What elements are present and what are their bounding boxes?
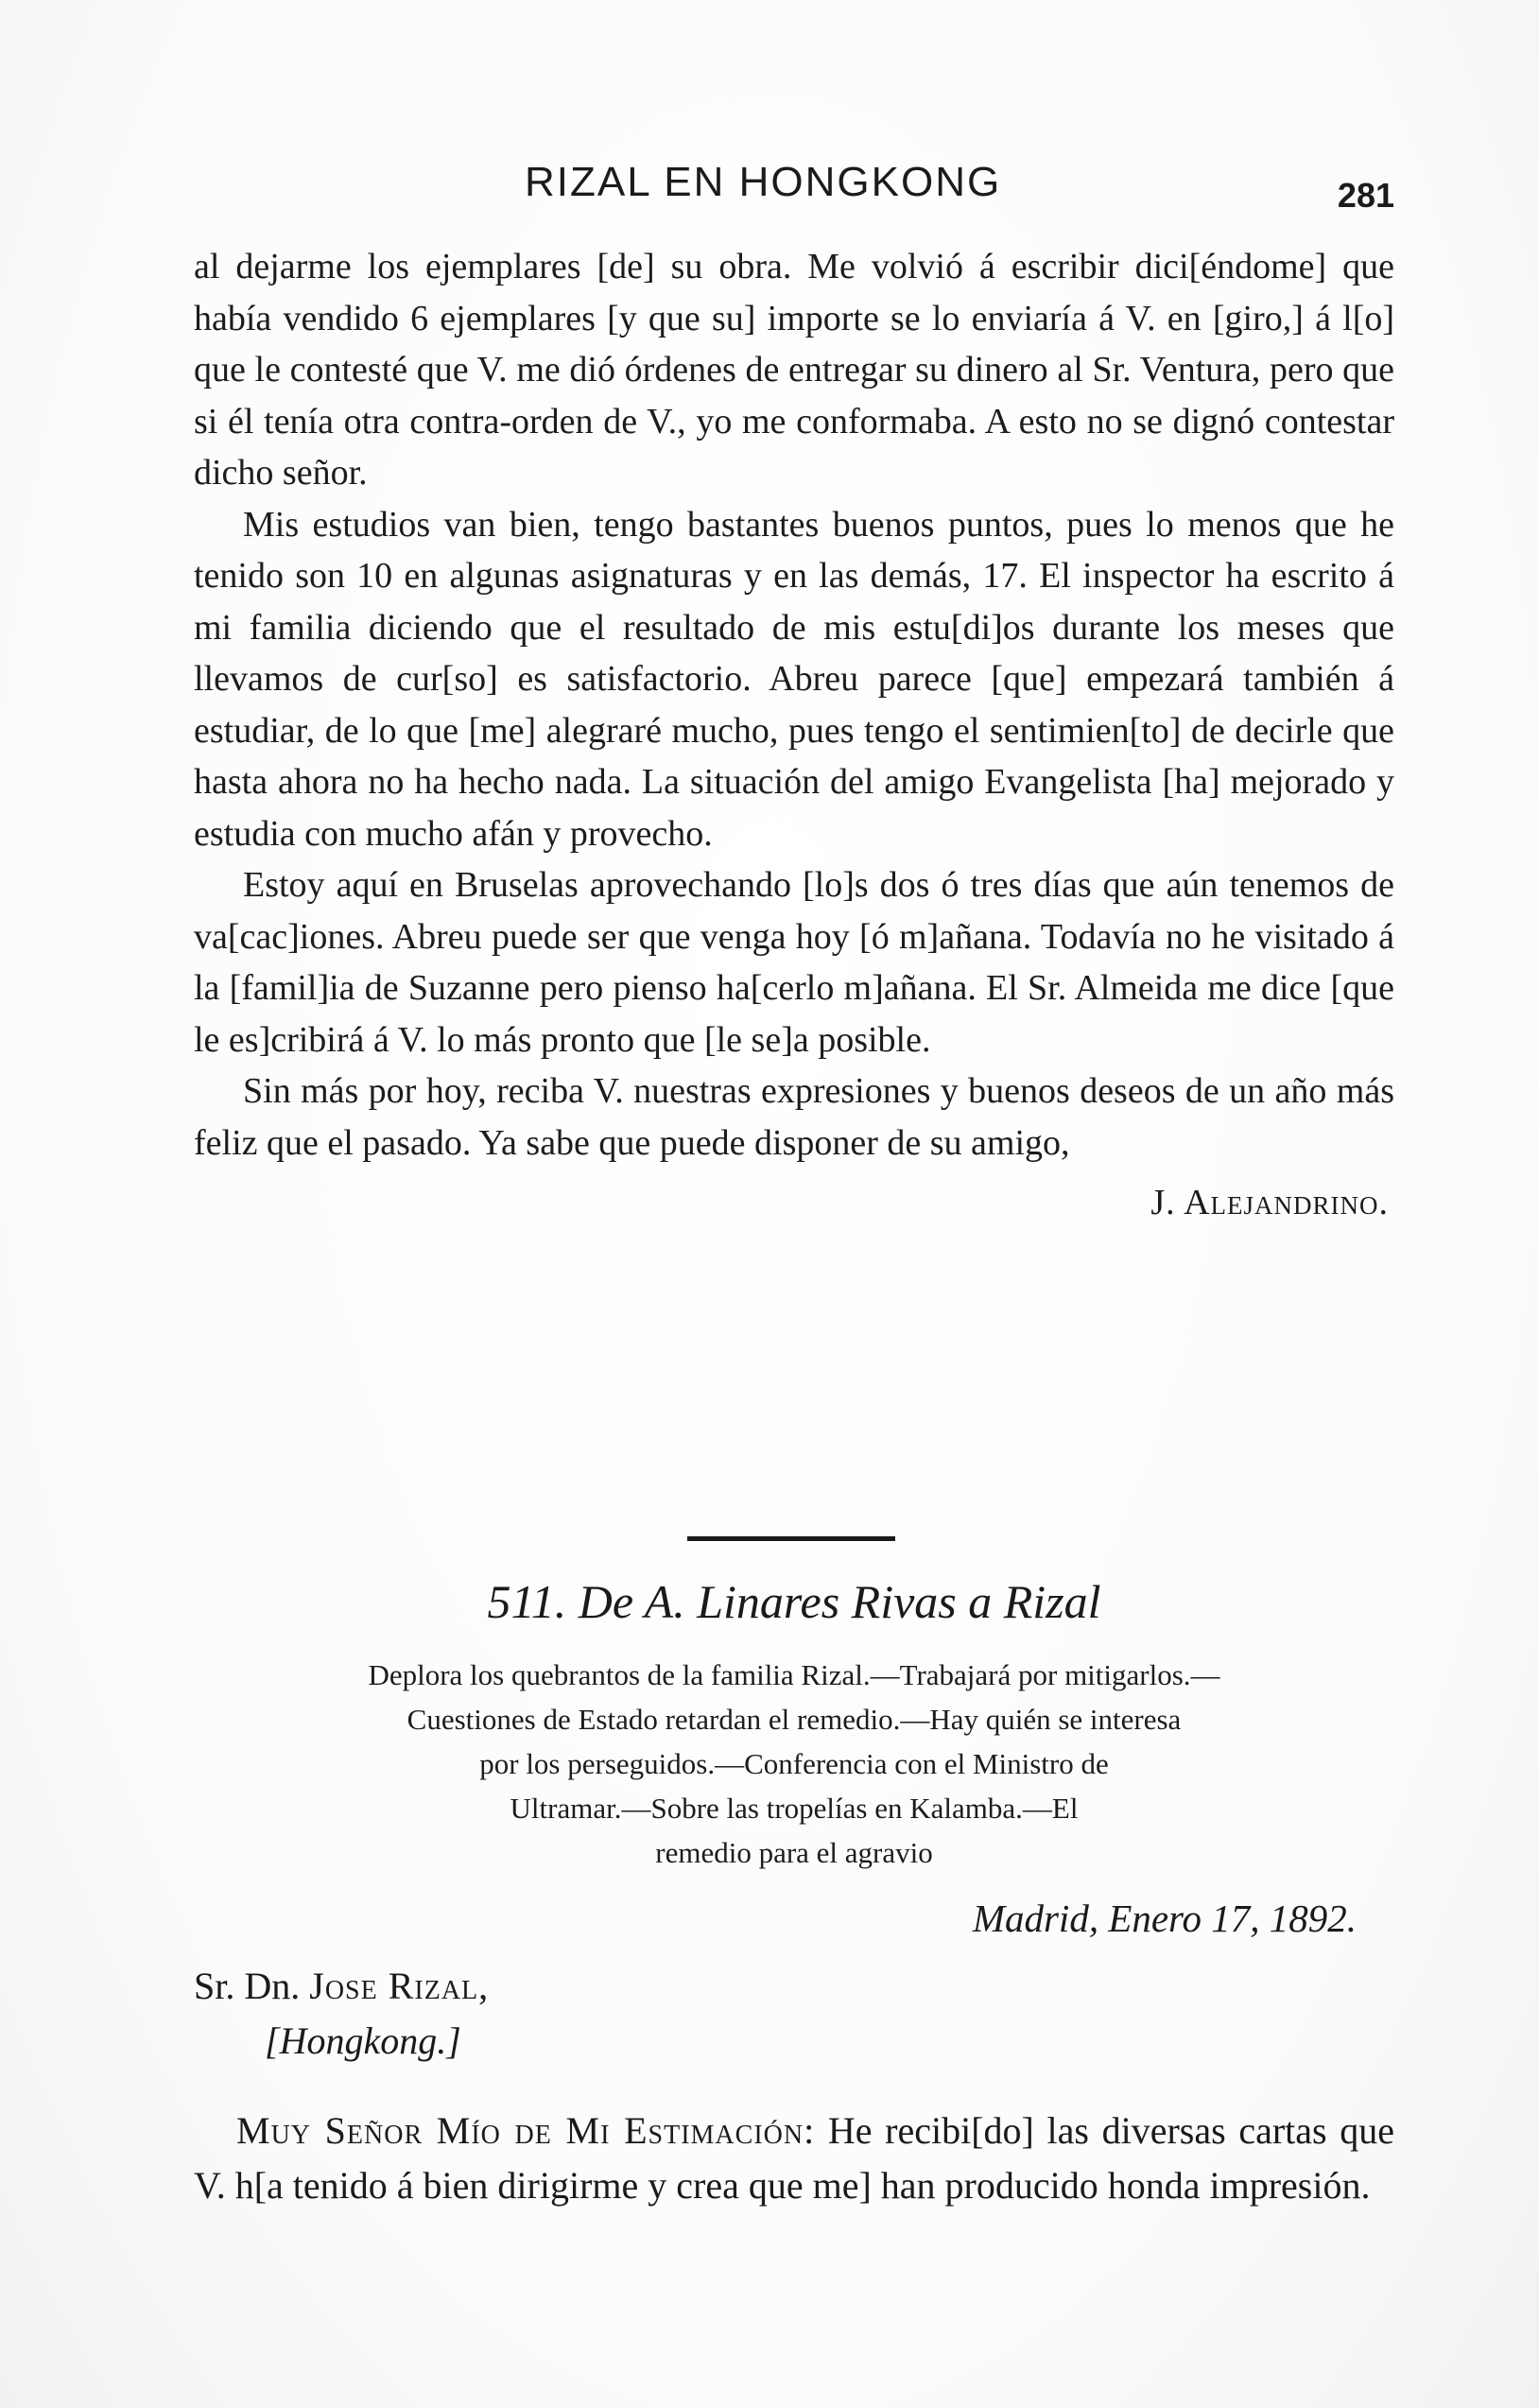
paragraph: Mis estudios van bien, tengo bastantes buenos puntos, pues lo menos que he tenido son 10 en algunas asignaturas y en las demás, 17. El inspector ha escrito á mi familia diciendo que el resultado de mis estu[di]os durante los meses que llevamos de cur[so] es satisfactorio. Abreu parece [que] empezará también á estudiar, de lo que [me] alegraré mucho, pues tengo el sentimien[to] de decirle que hasta ahora no ha hecho nada. La situación del amigo Evangelista [ha] mejorado y estudia con mucho afán y provecho. <box>194 504 1394 854</box>
letter-opening <box>194 2104 1394 2213</box>
signature: J. Alejandrino. <box>1150 1183 1389 1222</box>
summary-line: Ultramar.—Sobre las tropelías en Kalamba.—El <box>510 1792 1079 1825</box>
running-head: RIZAL EN HONGKONG <box>525 159 1002 205</box>
letter-title: 511. De A. Linares Rivas a Rizal <box>487 1575 1101 1628</box>
letter-510-body <box>194 241 1394 1231</box>
section-divider <box>687 1536 895 1541</box>
letter-summary <box>194 1653 1394 1875</box>
summary-line: Cuestiones de Estado retardan el remedio.—Hay quién se interesa <box>406 1703 1182 1736</box>
page-number: 281 <box>1337 176 1394 215</box>
summary-line: Deplora los quebrantos de la familia Rizal.—Trabajará por mitigarlos.— <box>368 1658 1220 1691</box>
summary-line: por los perseguidos.—Conferencia con el Ministro de <box>479 1747 1109 1780</box>
dateline: Madrid, Enero 17, 1892. <box>972 1897 1357 1940</box>
salutation: Muy Señor Mío de Mi Estimación: <box>236 2109 816 2152</box>
addressee-place: [Hongkong.] <box>265 2019 461 2062</box>
addressee-name: Jose Rizal, <box>309 1965 490 2007</box>
addressee <box>194 1959 489 2069</box>
summary-line: remedio para el agravio <box>655 1836 933 1869</box>
page-header <box>194 159 1394 216</box>
paragraph: Sin más por hoy, reciba V. nuestras expresiones y buenos deseos de un año más feliz que el pasado. Ya sabe que puede disponer de su amigo, <box>194 1071 1394 1163</box>
paragraph: al dejarme los ejemplares [de] su obra. Me volvió á escribir dici[éndome] que había vendido 6 ejemplares [y que su] importe se lo enviaría á V. en [giro,] á l[o] que le contesté que V. me dió órdenes de entregar su dinero al Sr. Ventura, pero que si él tenía otra contra-orden de V., yo me conformaba. A esto no se dignó contestar dicho señor. <box>194 247 1394 493</box>
opening-text: He recibi[do] las diversas cartas que V. h[a tenido á bien dirigirme y crea que me] han producido honda impresión. <box>194 2109 1395 2207</box>
addressee-prefix: Sr. Dn. <box>194 1965 301 2007</box>
paragraph: Estoy aquí en Bruselas aprovechando [lo]s dos ó tres días que aún tenemos de va[cac]iones. Abreu puede ser que venga hoy [ó m]añana. Todavía no he visitado á la [famil]ia de Suzanne pero pienso ha[cerlo m]añana. El Sr. Almeida me dice [que le es]cribirá á V. lo más pronto que [le se]a posible. <box>194 865 1394 1060</box>
